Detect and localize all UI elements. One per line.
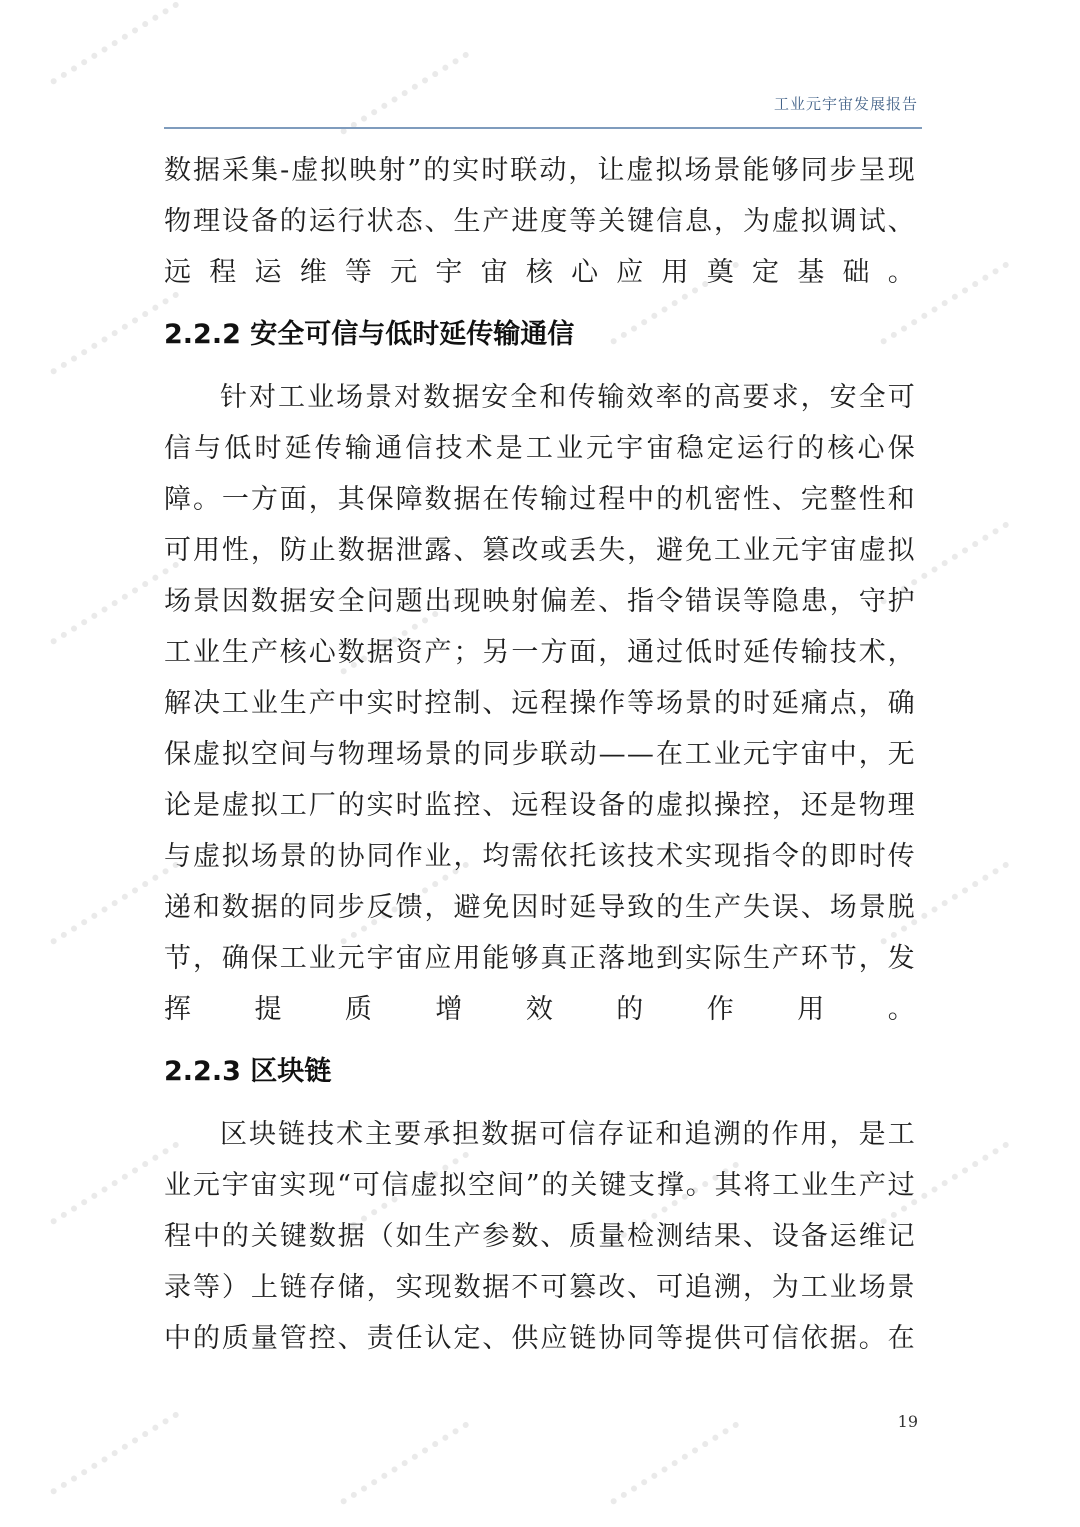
watermark-stamp: [610, 1421, 741, 1506]
section-heading-2-2-3: 2.2.3 区块链: [164, 1056, 332, 1087]
watermark-stamp: [50, 561, 181, 646]
watermark-stamp: [340, 51, 471, 136]
section-heading-2-2-2: 2.2.2 安全可信与低时延传输通信: [164, 319, 575, 350]
page-content: [164, 145, 916, 1364]
watermark-stamp: [50, 1141, 181, 1226]
watermark-stamp: [50, 291, 181, 376]
paragraph-blockchain: 区块链技术主要承担数据可信存证和追溯的作用，是工业元宇宙实现“可信虚拟空间”的关键支撑。其将工业生产过程中的关键数据（如生产参数、质量检测结果、设备运维记录等）上链存储，实现数据不可篡改、可追溯，为工业场景中的质量管控、责任认定、供应链协同等提供可信依据。在: [164, 1119, 916, 1354]
watermark-stamp: [50, 1, 181, 86]
watermark-stamp: [340, 1421, 471, 1506]
watermark-stamp: [50, 1411, 181, 1496]
header-rule: [164, 127, 922, 129]
paragraph-continued: 数据采集-虚拟映射”的实时联动，让虚拟场景能够同步呈现物理设备的运行状态、生产进度等关键信息，为虚拟调试、远程运维等元宇宙核心应用奠定基础。: [164, 155, 916, 288]
running-header: 工业元宇宙发展报告: [773, 95, 918, 113]
paragraph-secure-low-latency: 针对工业场景对数据安全和传输效率的高要求，安全可信与低时延传输通信技术是工业元宇宙稳定运行的核心保障。一方面，其保障数据在传输过程中的机密性、完整性和可用性，防止数据泄露、篡改或丢失，避免工业元宇宙虚拟场景因数据安全问题出现映射偏差、指令错误等隐患，守护工业生产核心数据资产；另一方面，通过低时延传输技术，解决工业生产中实时控制、远程操作等场景的时延痛点，确保虚拟空间与物理场景的同步联动——在工业元宇宙中，无论是虚拟工厂的实时监控、远程设备的虚拟操控，还是物理与虚拟场景的协同作业，均需依托该技术实现指令的即时传递和数据的同步反馈，避免因时延导致的生产失误、场景脱节，确保工业元宇宙应用能够真正落地到实际生产环节，发挥提质增效的作用。: [164, 382, 916, 1025]
page-number: 19: [897, 1412, 918, 1431]
watermark-stamp: [50, 861, 181, 946]
